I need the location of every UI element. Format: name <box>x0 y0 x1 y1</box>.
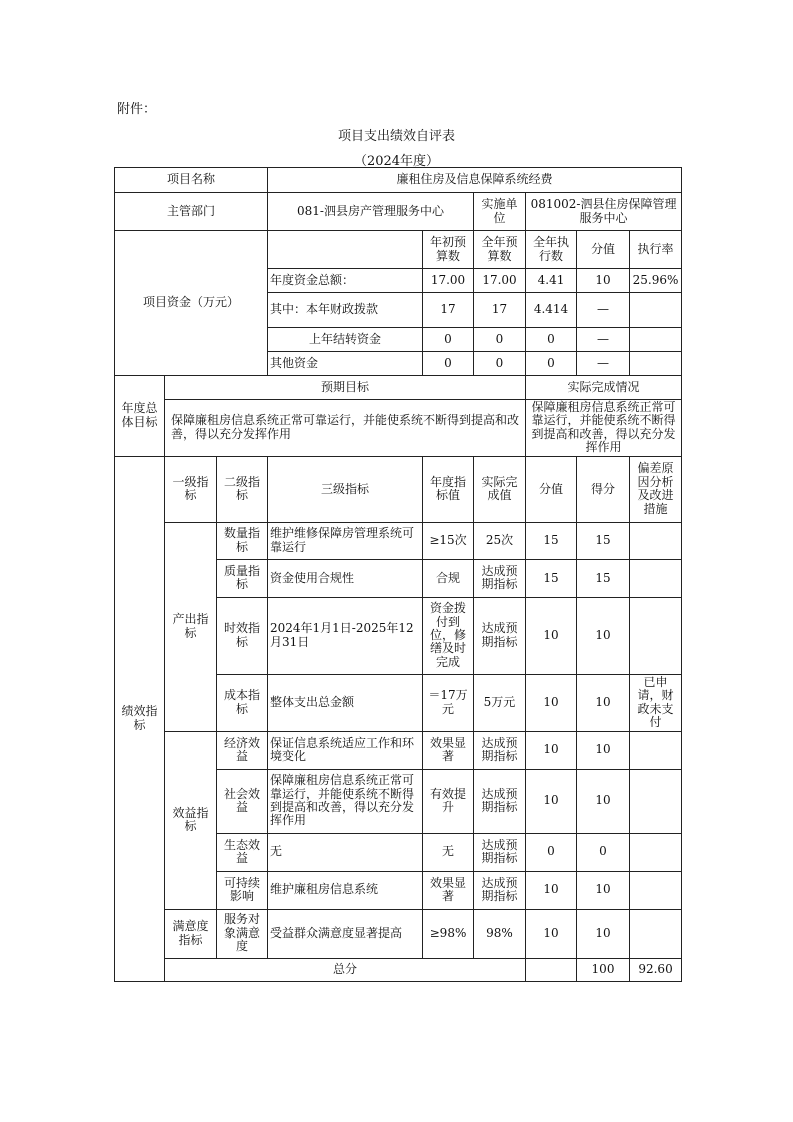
funds-cell: 17.00 <box>474 269 526 293</box>
indicator-header-cell: 分值 <box>526 456 577 522</box>
indicator-l3: 2024年1月1日-2025年12月31日 <box>268 597 423 674</box>
project-name-value: 廉租住房及信息保障系统经费 <box>268 168 682 193</box>
indicator-value: 10 <box>526 871 577 909</box>
indicator-score: 15 <box>577 559 630 597</box>
indicator-l2: 可持续影响 <box>217 871 268 909</box>
actual-goal-text: 保障廉租房信息系统正常可靠运行，并能使系统不断得到提高和改善，得以充分发挥作用 <box>526 400 682 457</box>
indicator-score: 0 <box>577 833 630 871</box>
indicator-note <box>630 871 682 909</box>
department-row <box>115 193 682 231</box>
indicator-l2: 社会效益 <box>217 769 268 833</box>
indicator-actual: 98% <box>474 909 526 958</box>
page-title: 项目支出绩效自评表 <box>337 129 455 144</box>
indicator-header-cell: 二级指标 <box>217 456 268 522</box>
indicator-note <box>630 522 682 559</box>
project-name-row <box>115 168 682 193</box>
indicator-score: 10 <box>577 674 630 731</box>
indicator-l3: 维护廉租房信息系统 <box>268 871 423 909</box>
indicator-target: ＝17万元 <box>423 674 474 731</box>
funds-header-blank <box>268 231 423 269</box>
funds-cell: 4.41 <box>526 269 577 293</box>
goals-content-row <box>115 400 682 457</box>
funds-header-cell: 年初预算数 <box>423 231 474 269</box>
funds-row-label: 年度资金总额： <box>268 269 423 293</box>
funds-cell: 0 <box>526 352 577 376</box>
indicator-note <box>630 559 682 597</box>
funds-label: 项目资金（万元） <box>115 231 268 376</box>
funds-header-row <box>115 231 682 269</box>
funds-cell <box>630 352 682 376</box>
indicator-score: 10 <box>577 909 630 958</box>
indicator-row <box>115 522 682 559</box>
indicator-target: 资金拨付到位，修缮及时完成 <box>423 597 474 674</box>
indicator-actual: 达成预期指标 <box>474 559 526 597</box>
evaluation-table <box>114 167 682 982</box>
output-indicator-label: 产出指标 <box>165 522 217 731</box>
goals-label: 年度总体目标 <box>115 376 165 457</box>
indicator-actual: 达成预期指标 <box>474 871 526 909</box>
funds-cell: 0 <box>423 352 474 376</box>
indicator-header-cell: 一级指标 <box>165 456 217 522</box>
funds-cell: 0 <box>526 328 577 352</box>
total-score: 92.60 <box>630 958 682 981</box>
indicator-score: 15 <box>577 522 630 559</box>
funds-cell: 17 <box>423 293 474 328</box>
dept-value: 081-泗县房产管理服务中心 <box>268 193 474 231</box>
indicator-l2: 服务对象满意度 <box>217 909 268 958</box>
indicator-target: ≥15次 <box>423 522 474 559</box>
indicator-score: 10 <box>577 597 630 674</box>
expected-goal-text: 保障廉租房信息系统正常可靠运行，并能使系统不断得到提高和改善，得以充分发挥作用 <box>165 400 526 457</box>
funds-header-cell: 执行率 <box>630 231 682 269</box>
funds-cell <box>630 328 682 352</box>
indicator-score: 10 <box>577 871 630 909</box>
total-label: 总分 <box>165 958 526 981</box>
indicator-target: 效果显著 <box>423 871 474 909</box>
funds-row-label: 上年结转资金 <box>268 328 423 352</box>
indicator-header-cell: 实际完成值 <box>474 456 526 522</box>
indicator-l3: 整体支出总金额 <box>268 674 423 731</box>
funds-header-cell: 分值 <box>577 231 630 269</box>
funds-cell: — <box>577 352 630 376</box>
funds-row-label: 其他资金 <box>268 352 423 376</box>
indicator-value: 15 <box>526 522 577 559</box>
funds-cell: 0 <box>474 352 526 376</box>
indicator-note <box>630 731 682 769</box>
indicator-l3: 资金使用合规性 <box>268 559 423 597</box>
indicator-l3: 维护维修保障房管理系统可靠运行 <box>268 522 423 559</box>
indicator-row <box>115 731 682 769</box>
indicator-score: 10 <box>577 769 630 833</box>
indicators-label: 绩效指标 <box>115 456 165 981</box>
dept-label: 主管部门 <box>115 193 268 231</box>
total-row <box>115 958 682 981</box>
funds-cell: 4.414 <box>526 293 577 328</box>
expected-goal-label: 预期目标 <box>165 376 526 400</box>
indicator-header-cell: 得分 <box>577 456 630 522</box>
indicator-target: 无 <box>423 833 474 871</box>
year-subtitle: （2024年度） <box>353 154 440 169</box>
indicator-note <box>630 597 682 674</box>
unit-value: 081002-泗县住房保障管理服务中心 <box>526 193 682 231</box>
indicator-row <box>115 909 682 958</box>
indicator-note <box>630 769 682 833</box>
funds-cell: — <box>577 328 630 352</box>
indicator-value: 10 <box>526 769 577 833</box>
indicator-target: ≥98% <box>423 909 474 958</box>
indicator-target: 有效提升 <box>423 769 474 833</box>
funds-cell: 10 <box>577 269 630 293</box>
indicator-score: 10 <box>577 731 630 769</box>
indicator-value: 10 <box>526 731 577 769</box>
indicator-l2: 时效指标 <box>217 597 268 674</box>
indicator-value: 10 <box>526 597 577 674</box>
indicator-l2: 经济效益 <box>217 731 268 769</box>
indicator-header-cell: 三级指标 <box>268 456 423 522</box>
indicator-value: 15 <box>526 559 577 597</box>
funds-header-cell: 全年执行数 <box>526 231 577 269</box>
indicator-actual: 达成预期指标 <box>474 833 526 871</box>
indicator-actual: 达成预期指标 <box>474 731 526 769</box>
indicator-actual: 达成预期指标 <box>474 769 526 833</box>
satisfaction-indicator-label: 满意度指标 <box>165 909 217 958</box>
funds-cell: 17.00 <box>423 269 474 293</box>
indicator-actual: 25次 <box>474 522 526 559</box>
funds-cell: 0 <box>474 328 526 352</box>
indicator-note <box>630 909 682 958</box>
indicator-target: 合规 <box>423 559 474 597</box>
indicator-l2: 成本指标 <box>217 674 268 731</box>
indicator-header-cell: 偏差原因分析及改进措施 <box>630 456 682 522</box>
funds-cell: 25.96% <box>630 269 682 293</box>
funds-cell: — <box>577 293 630 328</box>
indicator-target: 效果显著 <box>423 731 474 769</box>
goals-header-row <box>115 376 682 400</box>
funds-row-label: 其中：本年财政拨款 <box>268 293 423 328</box>
total-value: 100 <box>577 958 630 981</box>
attachment-label: 附件： <box>117 102 157 117</box>
indicator-l2: 生态效益 <box>217 833 268 871</box>
indicator-actual: 5万元 <box>474 674 526 731</box>
indicator-l3: 受益群众满意度显著提高 <box>268 909 423 958</box>
indicator-value: 10 <box>526 674 577 731</box>
indicator-note <box>630 833 682 871</box>
total-blank <box>526 958 577 981</box>
indicator-header-cell: 年度指标值 <box>423 456 474 522</box>
indicator-l3: 无 <box>268 833 423 871</box>
funds-cell: 17 <box>474 293 526 328</box>
indicator-value: 0 <box>526 833 577 871</box>
benefit-indicator-label: 效益指标 <box>165 731 217 909</box>
indicator-l2: 质量指标 <box>217 559 268 597</box>
funds-header-cell: 全年预算数 <box>474 231 526 269</box>
indicator-l3: 保障廉租房信息系统正常可靠运行，并能使系统不断得到提高和改善，得以充分发挥作用 <box>268 769 423 833</box>
actual-goal-label: 实际完成情况 <box>526 376 682 400</box>
indicator-note: 已申请，财政未支付 <box>630 674 682 731</box>
indicator-value: 10 <box>526 909 577 958</box>
indicator-header-row <box>115 456 682 522</box>
unit-label: 实施单位 <box>474 193 526 231</box>
indicator-l3: 保证信息系统适应工作和环境变化 <box>268 731 423 769</box>
indicator-l2: 数量指标 <box>217 522 268 559</box>
indicator-actual: 达成预期指标 <box>474 597 526 674</box>
project-name-label: 项目名称 <box>115 168 268 193</box>
funds-cell: 0 <box>423 328 474 352</box>
funds-cell <box>630 293 682 328</box>
